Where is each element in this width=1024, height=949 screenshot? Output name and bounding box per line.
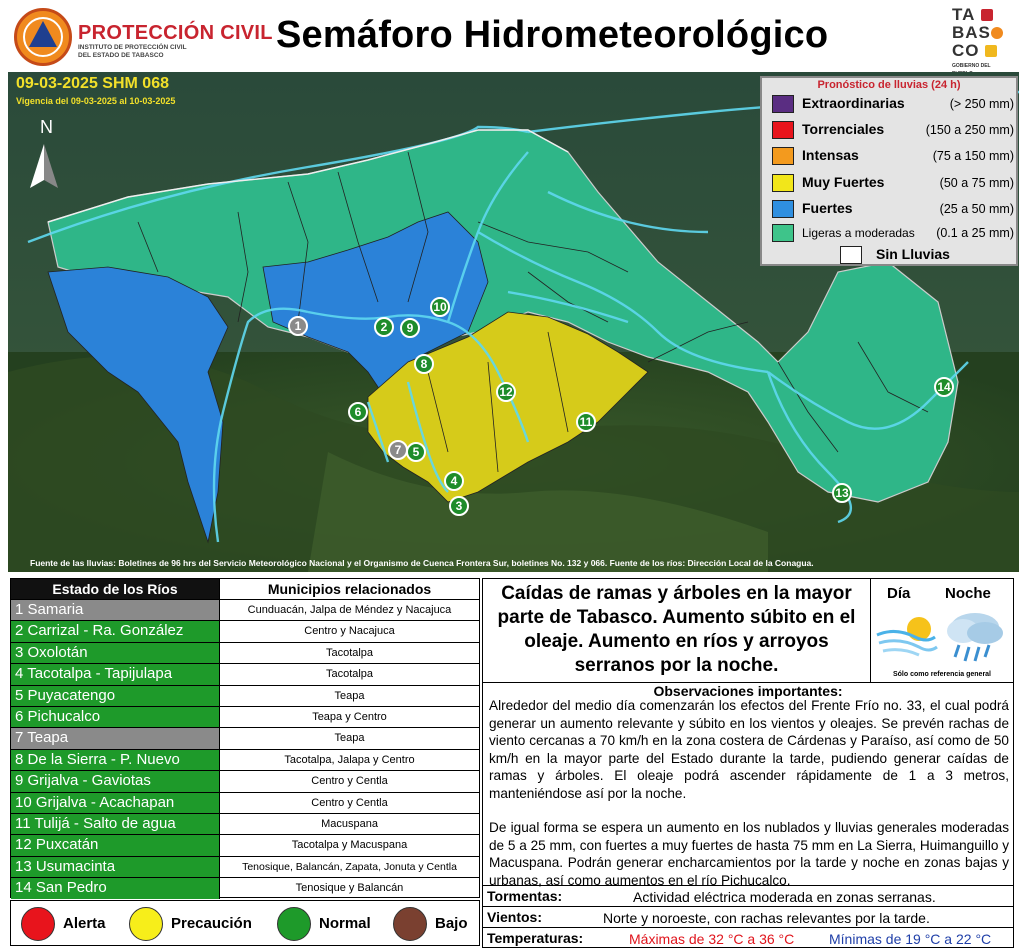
table-row: 14 San Pedro Tenosique y Balancán (11, 877, 479, 898)
col-header-river-state: Estado de los Ríos (11, 579, 219, 599)
col-header-municipalities: Municipios relacionados (219, 579, 479, 599)
bulletin-code: 09-03-2025 SHM 068 (16, 75, 169, 92)
river-marker-3[interactable]: 3 (449, 496, 469, 516)
table-row: 4 Tacotalpa - Tapijulapa Tacotalpa (11, 663, 479, 684)
min-temperature: Mínimas de 19 °C a 22 °C (829, 931, 992, 947)
legend-swatch (772, 147, 794, 165)
observations-paragraph-2: De igual forma se espera un aumento en los nublados y lluvias generales moderadas de 5 a 25 mm, con fuertes a muy fuertes de hasta 75 mm en La Sierra, Huimanguillo y Macuspana. Podrán generar encharcamientos por la tarde y noche en zonas bajas y urbanas, así como aumentos en el río Pichucalco. (489, 820, 1009, 888)
river-marker-7[interactable]: 7 (388, 440, 408, 460)
rain-forecast-map (8, 72, 1019, 572)
river-marker-10[interactable]: 10 (430, 297, 450, 317)
legend-item-ligeras: Ligeras a moderadas (0.1 a 25 mm) (768, 221, 1016, 245)
river-marker-2[interactable]: 2 (374, 317, 394, 337)
validity-period: Vigencia del 09-03-2025 al 10-03-2025 (16, 96, 176, 106)
winds-row: Vientos: Norte y noroeste, con rachas relevantes por la tarde. (483, 906, 1013, 927)
legend-title: Pronóstico de lluvias (24 h) (817, 79, 961, 91)
status-dot (393, 907, 427, 941)
legend-item-fuertes: Fuertes (25 a 50 mm) (768, 197, 1016, 221)
forecast-headline: Caídas de ramas y árboles en la mayor parte de Tabasco. Aumento súbito en el oleaje. Aumento en ríos y arroyos serranos por la noche. (483, 579, 871, 683)
table-row: 7 Teapa Teapa (11, 727, 479, 748)
org-subtitle: INSTITUTO DE PROTECCIÓN CIVIL DEL ESTADO DE TABASCO (78, 44, 187, 59)
status-dot (129, 907, 163, 941)
day-night-icons (871, 579, 1013, 683)
rain-cloud-icon (941, 605, 1007, 669)
table-row: 10 Grijalva - Acachapan Centro y Centla (11, 792, 479, 813)
table-row: 12 Puxcatán Tacotalpa y Macuspana (11, 834, 479, 855)
river-marker-5[interactable]: 5 (406, 442, 426, 462)
table-row: 1 Samaria Cunduacán, Jalpa de Méndez y Nacajuca (11, 599, 479, 620)
legend-item-torrenciales: Torrenciales (150 a 250 mm) (768, 118, 1016, 142)
legend-item-muy-fuertes: Muy Fuertes (50 a 75 mm) (768, 171, 1016, 195)
forecast-panel (482, 578, 1014, 948)
table-row: 3 Oxolotán Tacotalpa (11, 642, 479, 663)
observations-paragraph-1: Alrededor del medio día comenzarán los efectos del Frente Frío no. 33, el cual podrá generar un aumento relevante y súbito en los vientos y oleajes. Se prevén rachas de viento cercanas a 70 km/h en la zona costera de Cárdenas y Paraíso, así como de 50 km/h en la mayor parte del Estado durante la tarde, pudiendo generar caídas de ramas y árboles. El oleaje podrá ascender rápidamente de 1 a 3 metros, manteniéndose así por la noche. (489, 698, 1009, 801)
river-status-table (10, 578, 480, 898)
day-label: Día (887, 585, 911, 602)
river-marker-4[interactable]: 4 (444, 471, 464, 491)
windy-sun-icon (875, 607, 939, 667)
legend-swatch (772, 95, 794, 113)
legend-swatch (772, 121, 794, 139)
max-temperature: Máximas de 32 °C a 36 °C (629, 931, 795, 947)
river-marker-13[interactable]: 13 (832, 483, 852, 503)
table-row: 2 Carrizal - Ra. González Centro y Nacajuca (11, 620, 479, 641)
legend-swatch (840, 246, 862, 264)
legend-item-extraordinarias: Extraordinarias (> 250 mm) (768, 92, 1016, 116)
river-marker-1[interactable]: 1 (288, 316, 308, 336)
table-row: 8 De la Sierra - P. Nuevo Tacotalpa, Jalapa y Centro (11, 749, 479, 770)
header (0, 0, 1024, 72)
reference-note: Sólo como referencia general (892, 671, 992, 678)
legend-swatch (772, 200, 794, 218)
status-dot (277, 907, 311, 941)
river-marker-11[interactable]: 11 (576, 412, 596, 432)
table-row: 5 Puyacatengo Teapa (11, 685, 479, 706)
table-row: 11 Tulijá - Salto de agua Macuspana (11, 813, 479, 834)
storms-row: Tormentas: Actividad eléctrica moderada en zonas serranas. (483, 885, 1013, 906)
river-marker-8[interactable]: 8 (414, 354, 434, 374)
proteccion-civil-logo (14, 8, 72, 66)
river-marker-6[interactable]: 6 (348, 402, 368, 422)
legend-swatch (772, 174, 794, 192)
observations-title: Observaciones importantes: (653, 683, 843, 699)
night-label: Noche (945, 585, 991, 602)
org-title: PROTECCIÓN CIVIL (78, 22, 273, 44)
legend-swatch (772, 224, 794, 242)
observations-text (489, 697, 1009, 906)
table-row: 6 Pichucalco Teapa y Centro (11, 706, 479, 727)
page-title: Semáforo Hidrometeorológico (276, 14, 829, 56)
legend-item-intensas: Intensas (75 a 150 mm) (768, 144, 1016, 168)
status-dot (21, 907, 55, 941)
temperatures-row: Temperaturas: Máximas de 32 °C a 36 °C Mínimas de 19 °C a 22 °C (483, 927, 1013, 948)
table-row: 13 Usumacinta Tenosique, Balancán, Zapata, Jonuta y Centla (11, 856, 479, 877)
map-source: Fuente de las lluvias: Boletines de 96 hrs del Servicio Meteorológico Nacional y el Organismo de Cuenca Frontera Sur, boletines No. 132 y 066. Fuente de los ríos: Dirección Local de la Conagua. (30, 558, 814, 568)
river-marker-14[interactable]: 14 (934, 377, 954, 397)
table-row: 9 Grijalva - Gaviotas Centro y Centla (11, 770, 479, 791)
rain-legend (760, 76, 1018, 266)
river-status-legend: Alerta Precaución Normal Bajo (10, 900, 480, 946)
river-marker-9[interactable]: 9 (400, 318, 420, 338)
tabasco-government-logo: TA BAS CO GOBIERNO DEL (952, 6, 1012, 68)
river-marker-12[interactable]: 12 (496, 382, 516, 402)
legend-item-sin-lluvias: Sin Lluvias (768, 243, 1016, 267)
north-indicator: N (40, 117, 53, 137)
